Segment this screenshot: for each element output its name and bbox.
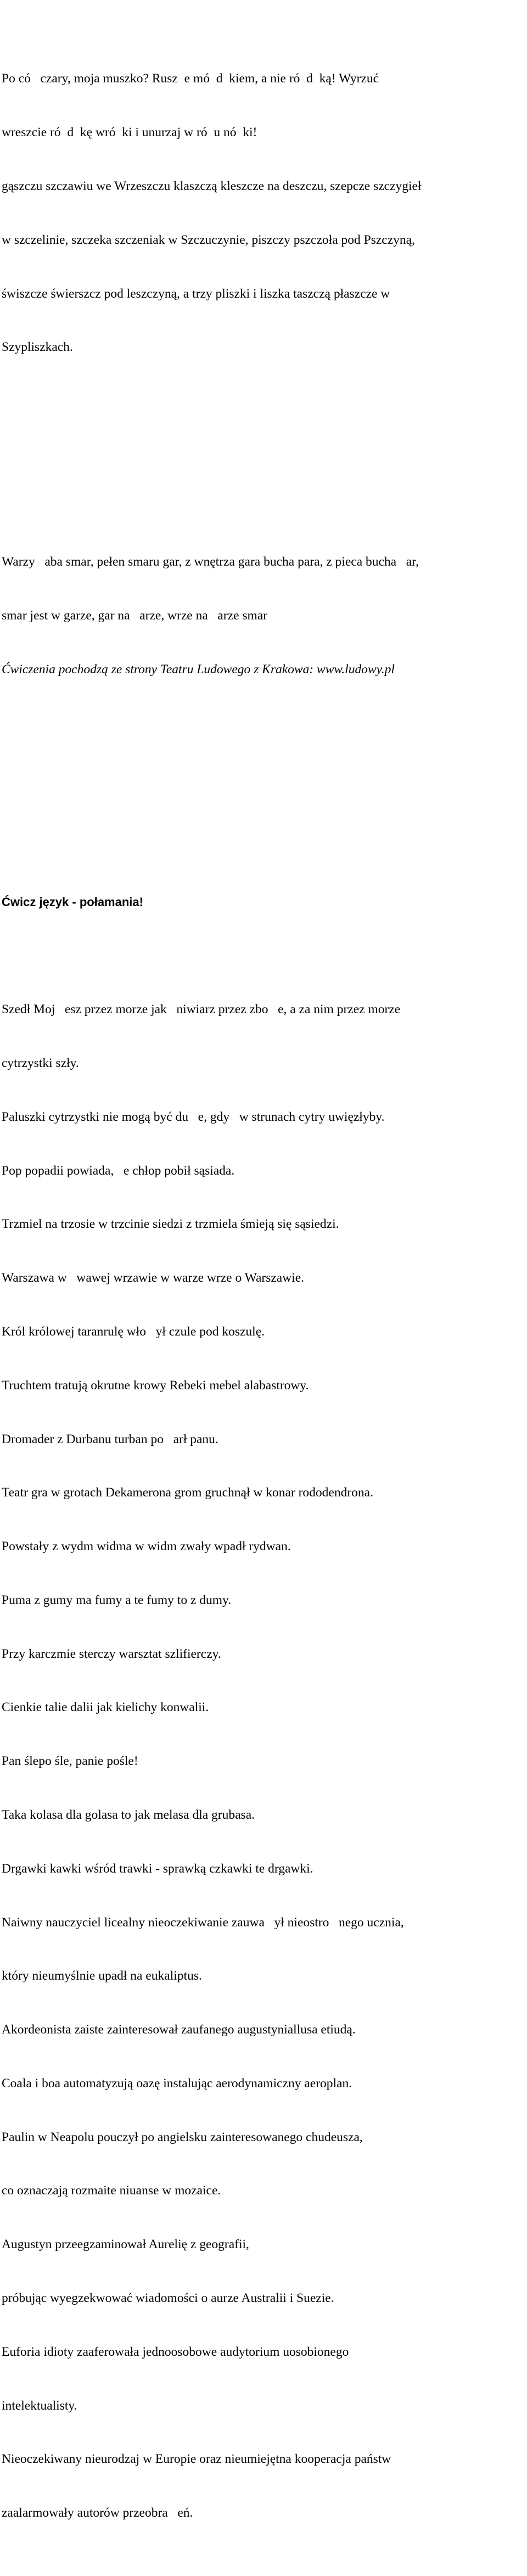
text-line: Augustyn przeegzaminował Aurelię z geografii, [2, 2237, 249, 2252]
text-line: Po có czary, moja muszko? Rusz e mó d kiem, a nie ró d ką! Wyrzuć [2, 71, 379, 86]
text-line: Trzmiel na trzosie w trzcinie siedzi z trzmiela śmieją się sąsiedzi. [2, 1217, 339, 1232]
paragraph-spacer [2, 768, 523, 786]
text-line: Naiwny nauczyciel licealny nieoczekiwanie zauwa ył nieostro nego ucznia, [2, 1915, 404, 1930]
text-line: Król królowej taranrulę wło ył czule pod koszulę. [2, 1324, 265, 1339]
text-line: Taka kolasa dla golasa to jak melasa dla grubasa. [2, 1807, 255, 1822]
text-line: Szedł Moj esz przez morze jak niwiarz przez zbo e, a za nim przez morze [2, 1002, 401, 1017]
text-line: cytrzystki szły. [2, 1056, 79, 1071]
text-line: Euforia idioty zaaferowała jednoosobowe audytorium uosobionego [2, 2344, 349, 2359]
paragraph-spacer [2, 822, 523, 840]
text-line: próbując wyegzekwować wiadomości o aurze Australii i Suezie. [2, 2291, 334, 2305]
text-line: Coala i boa automatyzują oazę instalując aerodynamiczny aeroplan. [2, 2076, 352, 2091]
text-line: Warszawa w wawej wrzawie w warze wrze o Warszawie. [2, 1271, 305, 1286]
text-line: Puma z gumy ma fumy a te fumy to z dumy. [2, 1592, 232, 1607]
text-line: Pan ślepo śle, panie pośle! [2, 1754, 138, 1769]
tongue-twister-block-2 [2, 517, 523, 714]
source-note: Ćwiczenia pochodzą ze strony Teatru Ludowego z Krakowa: www.ludowy.pl [2, 662, 395, 677]
text-line: Cienkie talie dalii jak kielichy konwalii. [2, 1700, 209, 1715]
text-line: wreszcie ró d kę wró ki i unurzaj w ró u nó ki! [2, 125, 257, 140]
text-line: Dromader z Durbanu turban po arł panu. [2, 1432, 218, 1446]
text-line: Pop popadii powiada, e chłop pobił sąsiada. [2, 1163, 235, 1178]
text-line: świszcze świerszcz pod leszczyną, a trzy pliszki i liszka taszczą płaszcze w [2, 286, 390, 301]
tongue-twister-list [2, 965, 523, 2558]
text-line: Akordeonista zaiste zainteresował zaufanego augustyniallusa etiudą. [2, 2022, 356, 2037]
text-line: gąszczu szczawiu we Wrzeszczu klaszczą kleszcze na deszczu, szepcze szczygieł [2, 178, 422, 193]
text-line: Teatr gra w grotach Dekamerona grom gruchnął w konar rododendrona. [2, 1485, 373, 1500]
text-line: Drgawki kawki wśród trawki - sprawką czkawki te drgawki. [2, 1861, 313, 1876]
text-line: Warzy aba smar, pełen smaru gar, z wnętrza gara bucha para, z pieca bucha ar, [2, 555, 419, 569]
text-line: Szypliszkach. [2, 340, 73, 355]
text-line: co oznaczają rozmaite niuanse w mozaice. [2, 2183, 221, 2198]
text-line: w szczelinie, szczeka szczeniak w Szczuczynie, piszczy pszczoła pod Pszczyną, [2, 232, 415, 247]
text-line: Paluszki cytrzystki nie mogą być du e, gdy w strunach cytry uwięzłyby. [2, 1109, 385, 1124]
text-line: Truchtem tratują okrutne krowy Rebeki mebel alabastrowy. [2, 1378, 309, 1393]
document-page [2, 0, 523, 2576]
tongue-twister-block-1 [2, 34, 523, 392]
paragraph-spacer [2, 446, 523, 464]
text-line: który nieumyślnie upadł na eukaliptus. [2, 1969, 202, 1983]
text-line: smar jest w garze, gar na arze, wrze na arze smar [2, 608, 268, 623]
text-line: Przy karczmie sterczy warsztat szlifierczy. [2, 1646, 221, 1661]
section-heading: Ćwicz język - połamania! [2, 895, 143, 909]
text-line: Nieoczekiwany nieurodzaj w Europie oraz nieumiejętna kooperacja państw [2, 2452, 391, 2467]
text-line: zaalarmowały autorów przeobra eń. [2, 2506, 193, 2521]
text-line: intelektualisty. [2, 2398, 77, 2413]
text-line: Powstały z wydm widma w widm zwały wpadł rydwan. [2, 1539, 291, 1554]
text-line: Paulin w Neapolu pouczył po angielsku zainteresowanego chudeusza, [2, 2130, 363, 2144]
